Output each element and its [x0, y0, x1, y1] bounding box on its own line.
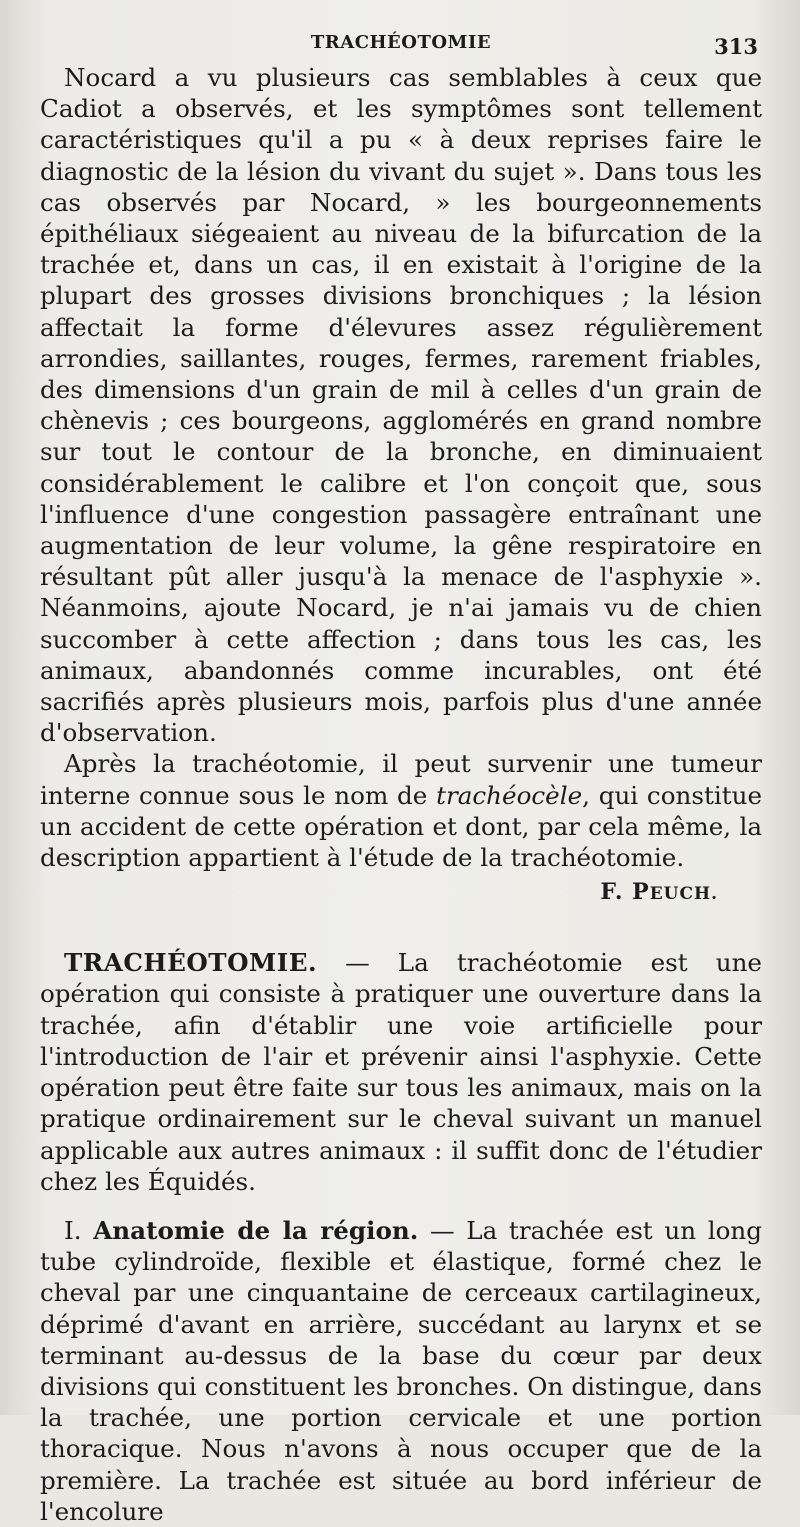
- section-anatomie: [40, 1215, 762, 1527]
- paragraph-tracheocele-before: Après la trachéotomie, il peut survenir une tumeur interne connue sous le nom de: [40, 749, 762, 810]
- article-text: — La trachéotomie est une opération qui consiste à pratiquer une ouverture dans la trachée, afin d'établir une voie artificielle pour l'introduction de l'air et prévenir ainsi l'asphyxie. Cette opération peut être faite sur tous les animaux, mais on la pratique ordinairement sur le cheval suivant un manuel applicable aux autres animaux : il suffit donc de l'étudier chez les Équidés.: [40, 948, 762, 1196]
- term-tracheocele: trachéocèle: [436, 780, 583, 810]
- running-title: TRACHÉOTOMIE: [310, 32, 492, 53]
- paragraph-tracheocele-after: , qui constitue un accident de cette opération et dont, par cela même, la description appartient à l'étude de la trachéotomie.: [40, 780, 762, 873]
- article-heading: TRACHÉOTOMIE.: [64, 948, 318, 978]
- article-tracheotomie: [40, 947, 762, 1197]
- paragraph-tracheocele: [40, 748, 762, 873]
- paragraph-nocard-text: Nocard a vu plusieurs cas semblables à ceux que Cadiot a observés, et les symptômes sont tellement caractéristiques qu'il a pu « à deux reprises faire le diagnostic de la lésion du vivant du sujet ». Dans tous les cas observés par Nocard, » les bourgeonnements épithéliaux siégeaient au niveau de la bifurcation de la trachée et, dans un cas, il en existait à l'origine de la plupart des grosses divisions bronchiques ; la lésion affectait la forme d'élevures assez régulièrement arrondies, saillantes, rouges, fermes, rarement friables, des dimensions d'un grain de mil à celles d'un grain de chènevis ; ces bourgeons, agglomérés en grand nombre sur tout le contour de la bronche, en diminuaient considérablement le calibre et l'on conçoit que, sous l'influence d'une congestion passagère entraînant une augmentation de leur volume, la gêne respiratoire en résultant pût aller jusqu'à la menace de l'asphyxie ». Néanmoins, ajoute Nocard, je n'ai jamais vu de chien succomber à cette affection ; dans tous les cas, les animaux, abandonnés comme incurables, ont été sacrifiés après plusieurs mois, parfois plus d'une année d'observation.: [40, 63, 762, 748]
- section-heading: Anatomie de la région.: [93, 1215, 419, 1245]
- section-spacer: [40, 911, 762, 947]
- signature-initial: F. P: [600, 879, 650, 906]
- author-signature: [40, 875, 762, 911]
- paragraph-spacer: [40, 1197, 762, 1215]
- page-number: 313: [714, 34, 758, 59]
- section-text: — La trachée est un long tube cylindroïde, flexible et élastique, formé chez le cheval par une cinquantaine de cerceaux cartilagineux, déprimé d'avant en arrière, succédant au larynx et se terminant au-dessus de la base du cœur par deux divisions qui constituent les bronches. On distingue, dans la trachée, une portion cervicale et une portion thoracique. Nous n'avons à nous occuper que de la première. La trachée est située au bord inférieur de l'encolure: [40, 1215, 762, 1526]
- running-header: [40, 28, 762, 62]
- section-number: I.: [64, 1215, 94, 1245]
- signature-rest: EUCH.: [649, 884, 718, 905]
- paragraph-nocard: [40, 62, 762, 748]
